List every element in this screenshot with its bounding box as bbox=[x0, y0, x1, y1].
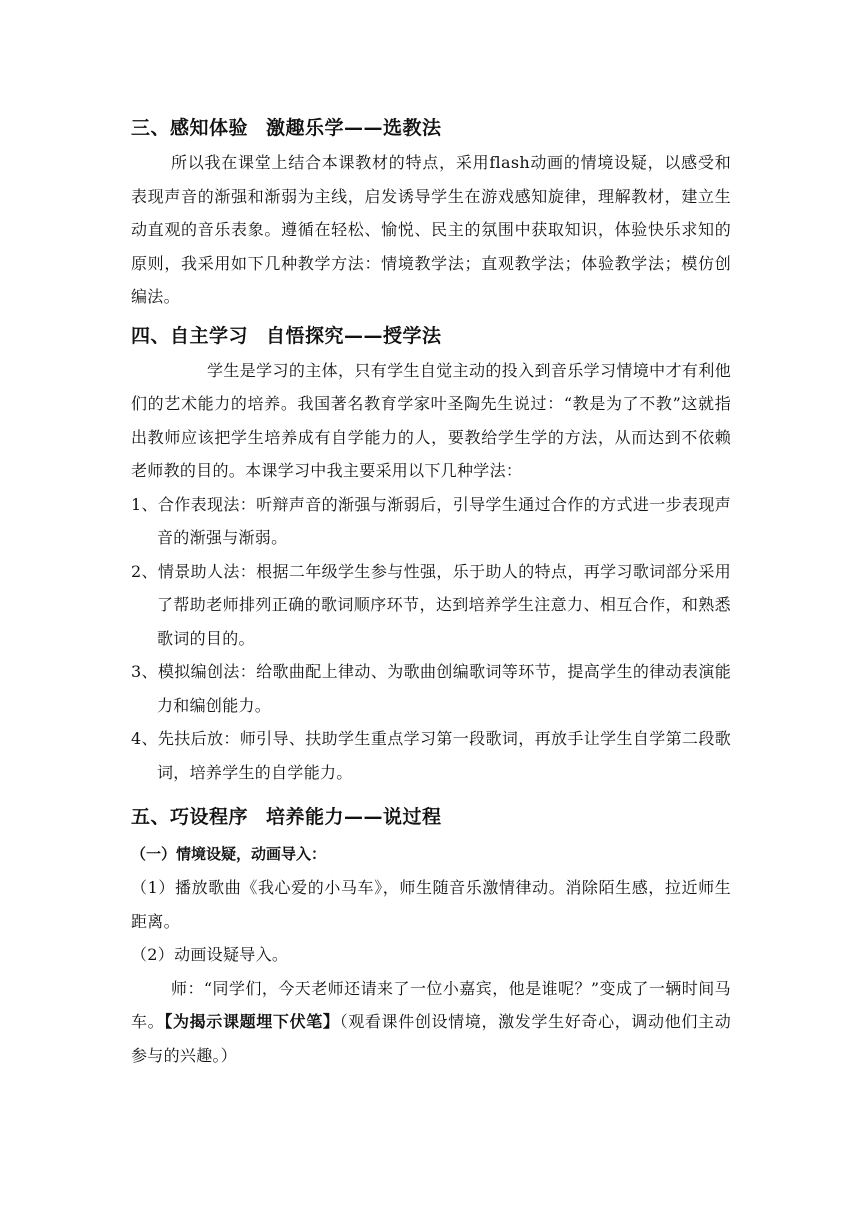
section-5-heading bbox=[131, 799, 731, 835]
teacher-dialogue-text: 师：“同学们，今天老师还请来了一位小嘉宾，他是谁呢？”变成了一辆时间马车。 bbox=[131, 978, 731, 1031]
step-1-paragraph: （1）播放歌曲《我心爱的小马车》，师生随音乐激情律动。消除陌生感，拉近师生距离。 bbox=[131, 878, 731, 931]
section-4-heading-part-1: 四、自主学习 bbox=[131, 324, 249, 347]
document-body bbox=[131, 110, 731, 1072]
list-item: 4、先扶后放：师引导、扶助学生重点学习第一段歌词，再放手让学生自学第二段歌词，培养学生的自学能力。 bbox=[131, 729, 731, 782]
list-item: 2、情景助人法：根据二年级学生参与性强，乐于助人的特点，再学习歌词部分采用了帮助老师排列正确的歌词顺序环节，达到培养学生注意力、相互合作，和熟悉歌词的目的。 bbox=[131, 561, 731, 648]
section-3-paragraph: 所以我在课堂上结合本课教材的特点，采用flash动画的情境设疑，以感受和表现声音的渐强和渐弱为主线，启发诱导学生在游戏感知旋律，理解教材，建立生动直观的音乐表象。遵循在轻松、愉悦、民主的氛围中获取知识，体验快乐求知的原则，我采用如下几种教学方法：情境教学法；直观教学法；体验教学法；模仿创编法。 bbox=[131, 153, 731, 306]
section-5-heading-part-1: 五、巧设程序 bbox=[131, 806, 249, 828]
section-3-heading-part-2: 激趣乐学——选教法 bbox=[266, 117, 442, 139]
bracket-note: 【为揭示课题埋下伏笔】 bbox=[164, 1012, 340, 1031]
section-3-heading-part-1: 三、感知体验 bbox=[131, 117, 249, 139]
section-4-heading bbox=[131, 318, 731, 354]
teacher-dialogue-paragraph bbox=[131, 972, 731, 1073]
subsection-heading: （一）情境设疑，动画导入： bbox=[131, 845, 327, 863]
section-5-heading-part-2: 培养能力——说过程 bbox=[266, 806, 442, 828]
section-4-heading-part-2: 自悟探究——授学法 bbox=[266, 324, 442, 347]
list-item: 1、合作表现法：听辩声音的渐强与渐弱后，引导学生通过合作的方式进一步表现声音的渐强与渐弱。 bbox=[131, 494, 731, 547]
list-item: 3、模拟编创法：给歌曲配上律动、为歌曲创编歌词等环节，提高学生的律动表演能力和编创能力。 bbox=[131, 662, 731, 715]
section-4-paragraph: 学生是学习的主体，只有学生自觉主动的投入到音乐学习情境中才有利他们的艺术能力的培养。我国著名教育学家叶圣陶先生说过：“教是为了不教”这就指出教师应该把学生培养成有自学能力的人，要教给学生学的方法，从而达到不依赖老师教的目的。本课学习中我主要采用以下几种学法： bbox=[131, 360, 731, 480]
section-3-heading bbox=[131, 110, 731, 146]
step-2-paragraph: （2）动画设疑导入。 bbox=[131, 945, 289, 964]
teacher-dialogue-note: （观看课件创设情境，激发学生好奇心，调动他们主动参与的兴趣。） bbox=[131, 1012, 731, 1065]
